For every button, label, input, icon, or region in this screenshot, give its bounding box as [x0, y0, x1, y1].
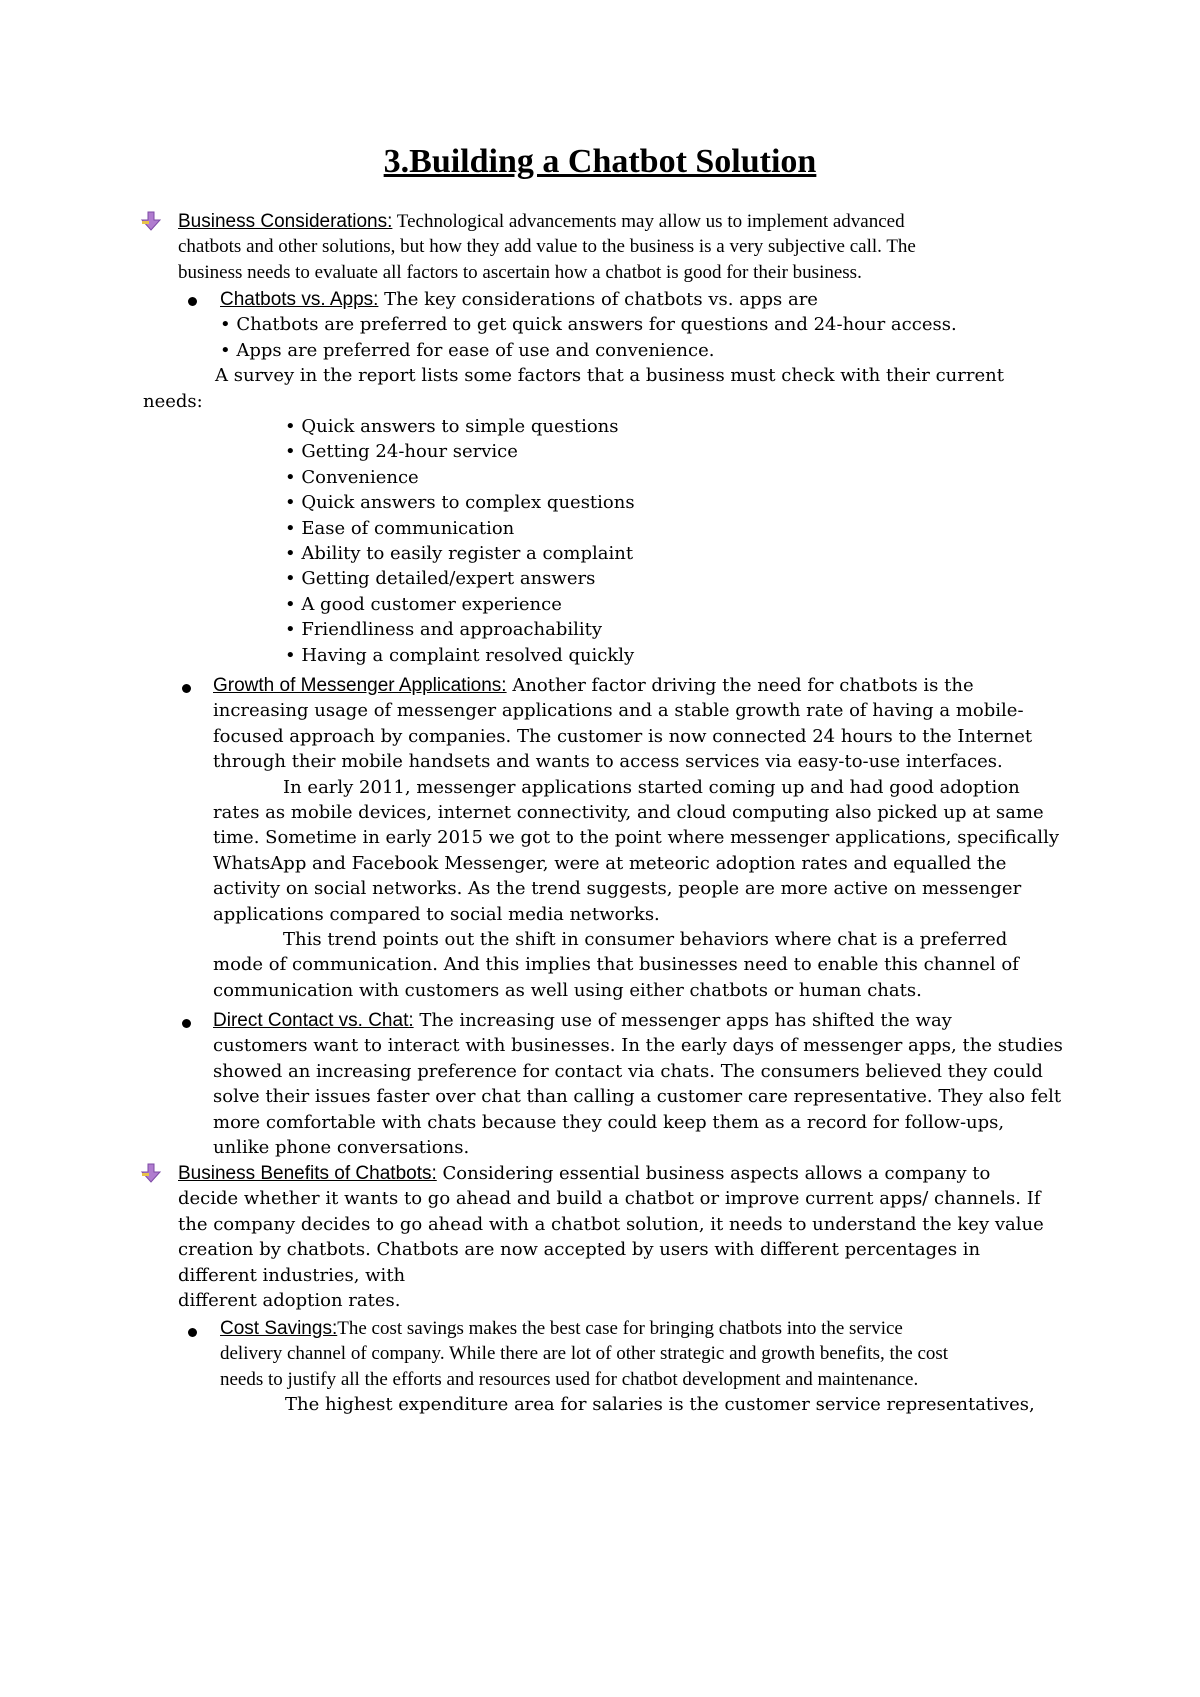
growth-text: applications compared to social media networks. [213, 903, 660, 925]
cost-savings-section [220, 1316, 1100, 1418]
business-considerations-text: Technological advancements may allow us to implement advanced [392, 211, 905, 232]
business-benefits-text: different adoption rates. [178, 1290, 401, 1312]
growth-text: WhatsApp and Facebook Messenger, were at meteoric adoption rates and equalled the [213, 852, 1007, 874]
business-benefits-heading: Business Benefits of Chatbots: [178, 1163, 437, 1184]
business-benefits-text: creation by chatbots. Chatbots are now accepted by users with different percentages in [178, 1239, 981, 1261]
growth-text: mode of communication. And this implies that businesses need to enable this channel of [213, 954, 1019, 976]
list-item: • Quick answers to simple questions [285, 416, 619, 437]
bullet-dot-icon [182, 684, 191, 693]
cost-savings-heading: Cost Savings: [220, 1318, 338, 1339]
business-benefits-text: different industries, with [178, 1264, 406, 1286]
direct-contact-text: showed an increasing preference for contact via chats. The consumers believed they could [213, 1060, 1043, 1082]
bullet-dot-icon [188, 1328, 197, 1337]
cost-savings-text: The highest expenditure area for salaries is the customer service representatives, [285, 1394, 1035, 1416]
growth-text: increasing usage of messenger applications and a stable growth rate of having a mobile- [213, 700, 1024, 722]
arrow-bullet-icon [140, 1162, 162, 1184]
business-benefits-text: Considering essential business aspects allows a company to [436, 1163, 991, 1184]
bullet-dot-icon [182, 1019, 191, 1028]
business-benefits-section [178, 1161, 1098, 1313]
growth-text: In early 2011, messenger applications started coming up and had good adoption [283, 776, 1020, 798]
survey-factors-list [285, 414, 635, 668]
list-item: • Ease of communication [285, 517, 515, 539]
direct-contact-section [213, 1008, 1113, 1160]
direct-contact-text: solve their issues faster over chat than calling a customer care representative. They also felt [213, 1086, 1062, 1108]
list-item: • Quick answers to complex questions [285, 492, 635, 514]
cost-savings-text: The cost savings makes the best case for bringing chatbots into the service [337, 1318, 903, 1339]
list-item: • Getting 24-hour service [285, 441, 518, 463]
growth-text: This trend points out the shift in consumer behaviors where chat is a preferred [283, 929, 1008, 951]
chatbots-vs-apps-heading: Chatbots vs. Apps: [220, 289, 379, 310]
direct-contact-text: unlike phone conversations. [213, 1137, 470, 1159]
direct-contact-text: more comfortable with chats because they could keep them as a record for follow-ups, [213, 1111, 1005, 1133]
growth-text: activity on social networks. As the trend suggests, people are more active on messenger [213, 878, 1022, 900]
page-title: 3.Building a Chatbot Solution [383, 143, 817, 180]
direct-contact-heading: Direct Contact vs. Chat: [213, 1010, 414, 1031]
arrow-bullet-icon [140, 210, 162, 232]
growth-text: through their mobile handsets and wants to access services via easy-to-use interfaces. [213, 751, 1003, 773]
growth-text: communication with customers as well using either chatbots or human chats. [213, 979, 922, 1001]
growth-text: Another factor driving the need for chatbots is the [506, 675, 974, 696]
list-item: • Having a complaint resolved quickly [285, 644, 635, 666]
business-considerations-section [178, 209, 1078, 285]
business-benefits-text: decide whether it wants to go ahead and build a chatbot or improve current apps/ channels. If [178, 1188, 1041, 1210]
chatbots-vs-apps-point: • Apps are preferred for ease of use and convenience. [220, 339, 715, 361]
list-item: • A good customer experience [285, 593, 562, 615]
growth-section [213, 673, 1113, 1003]
growth-text: time. Sometime in early 2015 we got to the point where messenger applications, specifically [213, 827, 1059, 849]
business-considerations-heading: Business Considerations: [178, 211, 393, 232]
business-benefits-text: the company decides to go ahead with a chatbot solution, it needs to understand the key value [178, 1213, 1044, 1235]
survey-line: needs: [143, 391, 203, 412]
growth-text: focused approach by companies. The customer is now connected 24 hours to the Internet [213, 725, 1033, 747]
chatbots-vs-apps-section [220, 287, 1120, 363]
business-considerations-text: business needs to evaluate all factors to ascertain how a chatbot is good for their business. [178, 261, 862, 283]
business-considerations-text: chatbots and other solutions, but how they add value to the business is a very subjective call. The [178, 236, 916, 258]
direct-contact-text: customers want to interact with businesses. In the early days of messenger apps, the studies [213, 1035, 1063, 1057]
list-item: • Getting detailed/expert answers [285, 568, 596, 590]
cost-savings-text: delivery channel of company. While there are lot of other strategic and growth benefits, the cost [220, 1343, 949, 1365]
list-item: • Friendliness and approachability [285, 619, 603, 641]
bullet-dot-icon [188, 297, 197, 306]
list-item: • Ability to easily register a complaint [285, 543, 634, 565]
list-item: • Convenience [285, 466, 419, 488]
growth-text: rates as mobile devices, internet connectivity, and cloud computing also picked up at same [213, 802, 1044, 824]
cost-savings-text: needs to justify all the efforts and resources used for chatbot development and maintenance. [220, 1368, 919, 1390]
direct-contact-text: The increasing use of messenger apps has shifted the way [413, 1010, 952, 1031]
chatbots-vs-apps-point: • Chatbots are preferred to get quick answers for questions and 24-hour access. [220, 314, 957, 336]
chatbots-vs-apps-intro: The key considerations of chatbots vs. apps are [378, 289, 818, 310]
growth-heading: Growth of Messenger Applications: [213, 675, 507, 696]
survey-line: A survey in the report lists some factors that a business must check with their current [215, 365, 1004, 386]
